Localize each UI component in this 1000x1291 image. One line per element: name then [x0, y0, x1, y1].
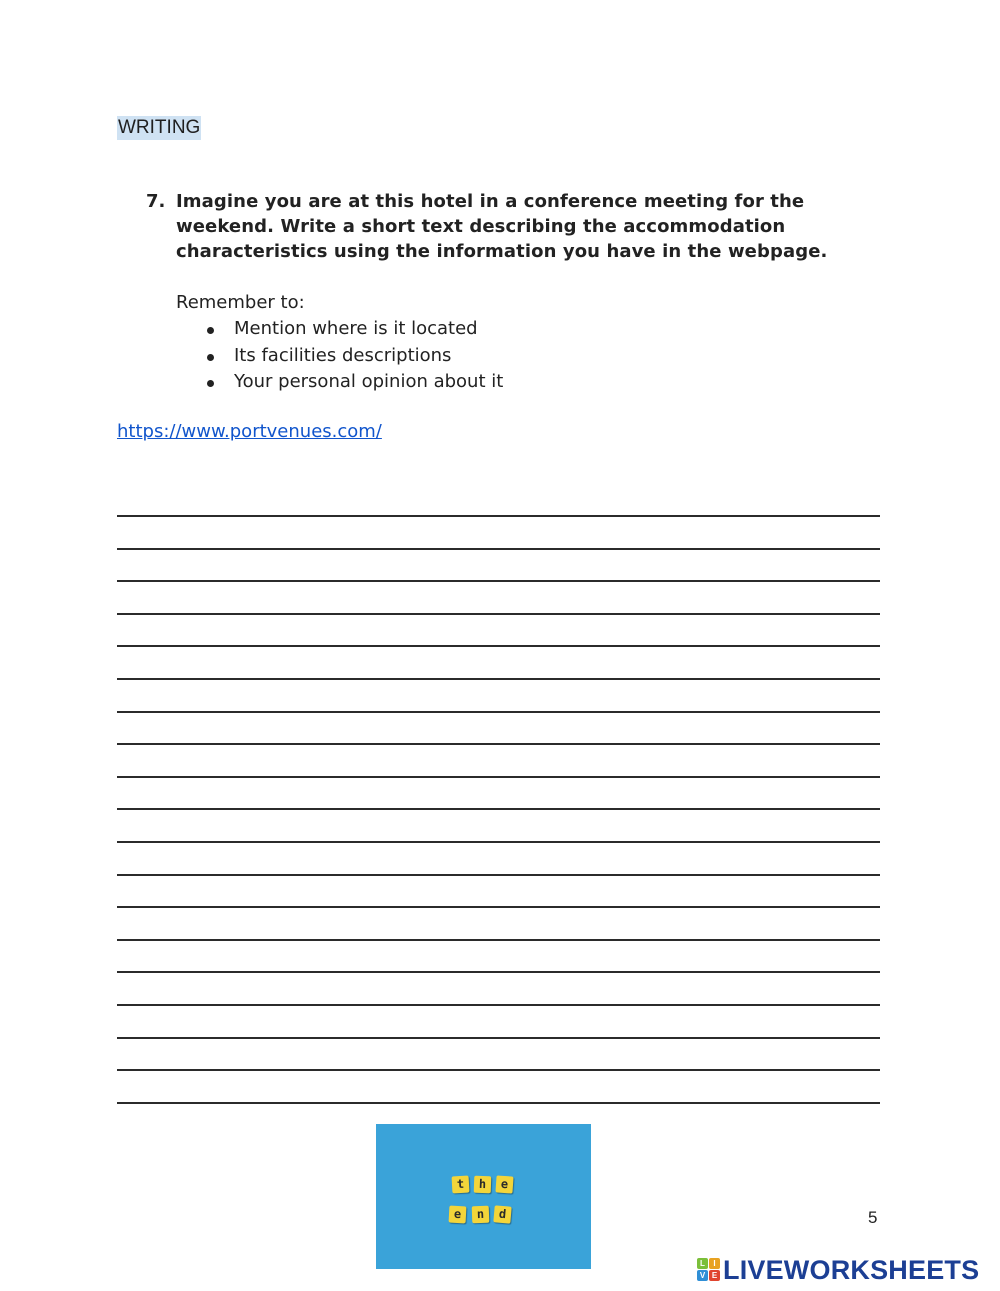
page-number: 5: [868, 1208, 878, 1227]
bullet-icon: [207, 380, 214, 387]
bullet-icon: [207, 327, 214, 334]
task-line: weekend. Write a short text describing the accommodation: [176, 216, 786, 237]
the-end-image: [376, 1124, 591, 1269]
writing-line[interactable]: [117, 1037, 880, 1039]
letter-tile: h: [474, 1176, 492, 1194]
writing-line[interactable]: [117, 645, 880, 647]
task-line: characteristics using the information you have in the webpage.: [176, 241, 828, 262]
brand-mark-letter: E: [709, 1270, 720, 1281]
reminder-text: Your personal opinion about it: [234, 371, 504, 392]
writing-line[interactable]: [117, 678, 880, 680]
letter-tile: e: [495, 1175, 513, 1193]
task-instructions: [176, 189, 846, 264]
writing-line[interactable]: [117, 971, 880, 973]
writing-line[interactable]: [117, 743, 880, 745]
reminder-text: Its facilities descriptions: [234, 344, 452, 366]
reminder-item: [176, 343, 503, 370]
letter-tile: n: [472, 1206, 490, 1224]
letter-tile: d: [493, 1205, 511, 1223]
brand-mark-letter: L: [697, 1258, 708, 1269]
writing-line[interactable]: [117, 1102, 880, 1104]
section-heading: WRITING: [118, 117, 201, 138]
writing-line[interactable]: [117, 1069, 880, 1071]
letter-tile: t: [452, 1176, 470, 1194]
letter-tile: e: [449, 1206, 467, 1224]
writing-line[interactable]: [117, 841, 880, 843]
task-line: Imagine you are at this hotel in a conference meeting for the: [176, 191, 805, 212]
brand-mark-letter: I: [709, 1258, 720, 1269]
writing-line[interactable]: [117, 874, 880, 876]
bullet-icon: [207, 354, 214, 361]
writing-line[interactable]: [117, 711, 880, 713]
task-number: 7.: [146, 191, 166, 212]
writing-line[interactable]: [117, 808, 880, 810]
reminder-item: [176, 369, 503, 396]
remember-label: Remember to:: [176, 292, 305, 313]
liveworksheets-logo[interactable]: [697, 1255, 979, 1285]
writing-line[interactable]: [117, 776, 880, 778]
writing-line[interactable]: [117, 1004, 880, 1006]
writing-line[interactable]: [117, 580, 880, 582]
writing-line[interactable]: [117, 548, 880, 550]
brand-mark-letter: V: [697, 1270, 708, 1281]
hotel-website-link[interactable]: https://www.portvenues.com/: [117, 421, 382, 442]
writing-line[interactable]: [117, 515, 880, 517]
reminder-list: [176, 316, 503, 396]
brand-text: LIVEWORKSHEETS: [723, 1255, 980, 1285]
writing-line[interactable]: [117, 939, 880, 941]
writing-line[interactable]: [117, 906, 880, 908]
reminder-item: [176, 316, 503, 343]
writing-line[interactable]: [117, 613, 880, 615]
liveworksheets-mark-icon: [697, 1258, 721, 1282]
reminder-text: Mention where is it located: [234, 318, 478, 339]
